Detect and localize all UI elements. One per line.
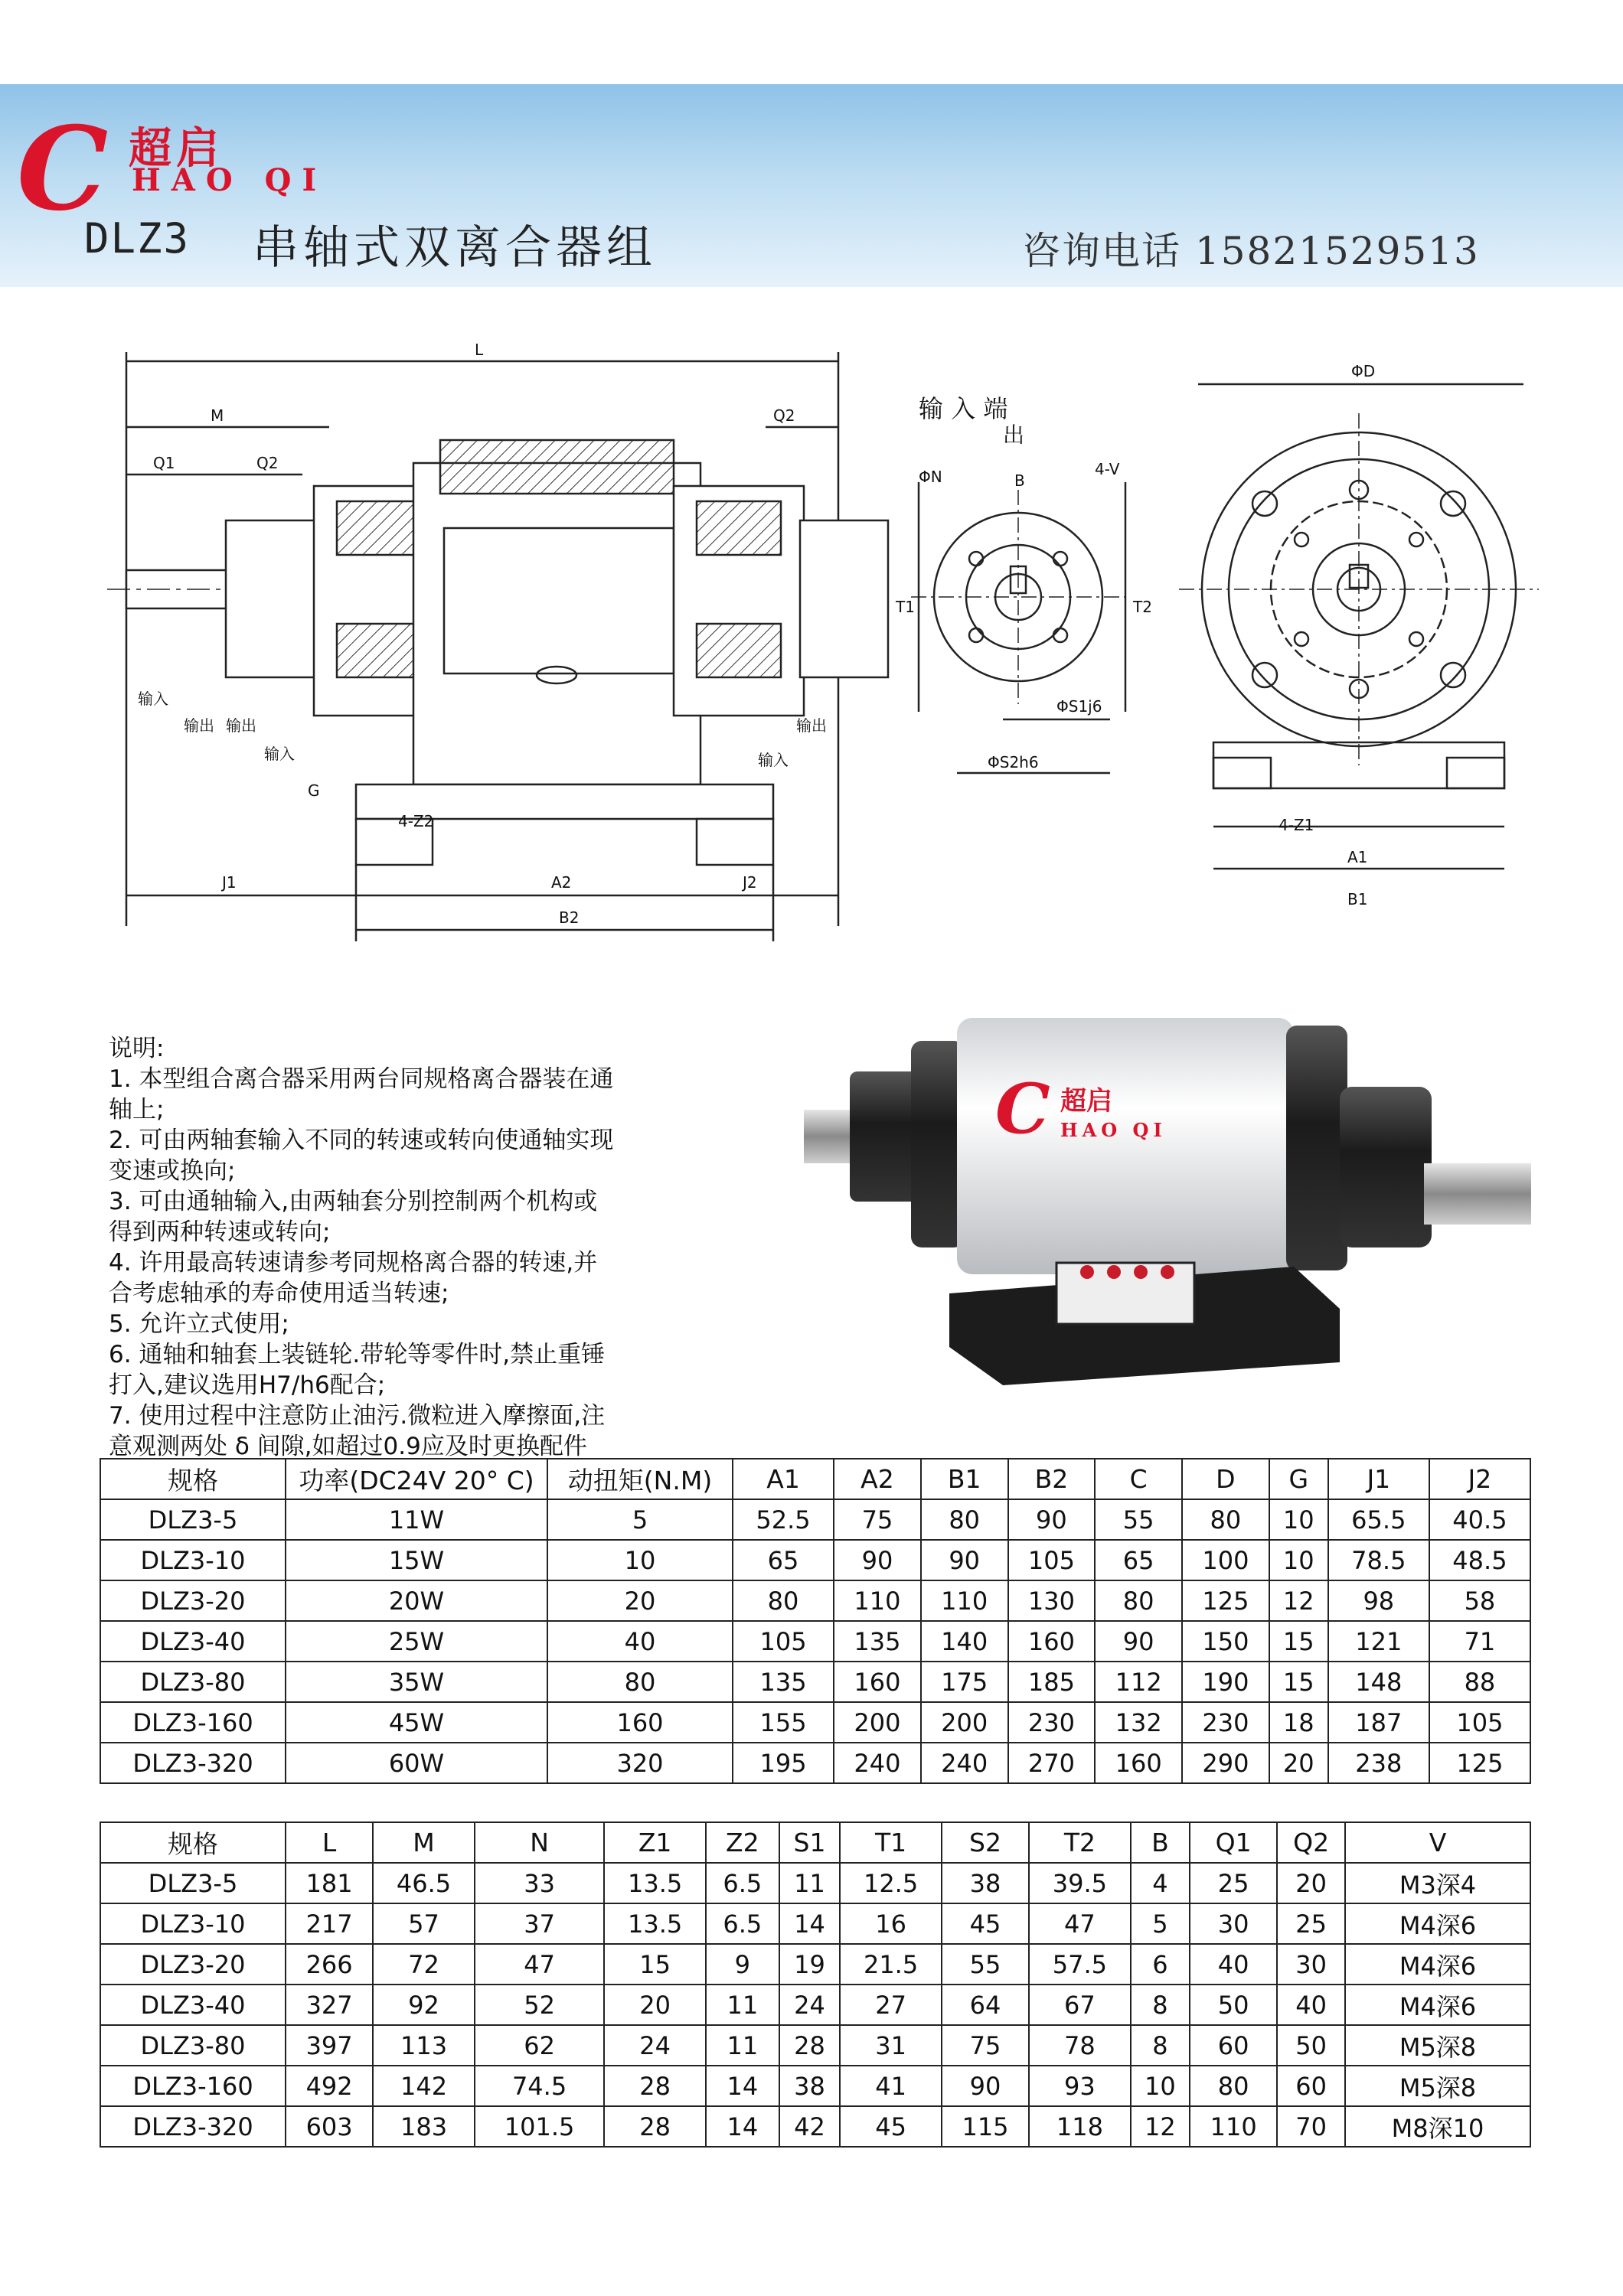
table-cell: 58 [1429,1580,1530,1621]
table-cell: 55 [1095,1499,1182,1540]
table-cell: 15W [286,1540,547,1580]
table-cell: 92 [373,1985,475,2025]
table-cell: 38 [942,1863,1029,1903]
table-cell: 105 [1008,1540,1096,1580]
table-row [100,1985,1530,2025]
table-cell: 240 [921,1743,1008,1783]
table-cell: 80 [1190,2066,1277,2106]
table-cell: 28 [779,2025,841,2066]
table-cell: 125 [1429,1743,1530,1783]
table-cell: 115 [942,2106,1029,2147]
table-cell: 28 [604,2106,706,2147]
table-cell: 230 [1008,1702,1096,1743]
table-cell: 90 [942,2066,1029,2106]
table-cell: 230 [1182,1702,1269,1743]
dim-label-Q2-right: Q2 [773,406,795,425]
header-cell: Z2 [706,1822,779,1863]
table-cell: 11 [706,1985,779,2025]
table-cell: 65 [1095,1540,1182,1580]
table-cell: DLZ3-160 [100,1702,286,1743]
table-cell: DLZ3-320 [100,1743,286,1783]
table-cell: 12 [1131,2106,1190,2147]
table-cell: 6 [1131,1944,1190,1985]
table-cell: 25 [1277,1903,1345,1944]
table-cell: 160 [547,1702,733,1743]
product-logo-english: HAO QI [1060,1119,1167,1141]
table-cell: 238 [1328,1743,1429,1783]
table-cell: 20 [1277,1863,1345,1903]
table-cell: 80 [921,1499,1008,1540]
table-cell: 20W [286,1580,547,1621]
table-cell: 40 [547,1621,733,1662]
table-cell: 11 [706,2025,779,2066]
front-view [107,352,888,941]
dim-label-B2: B2 [559,908,580,927]
table-row [100,2025,1530,2066]
table-cell: 41 [840,2066,942,2106]
table-cell: 110 [834,1580,921,1621]
table-cell: 160 [834,1662,921,1702]
table-row [100,1743,1530,1783]
table-cell: 217 [286,1903,373,1944]
table-cell: 52 [475,1985,604,2025]
product-logo-chinese: 超启 [1060,1086,1112,1117]
table-cell: 46.5 [373,1863,475,1903]
header-cell: Q1 [1190,1822,1277,1863]
table-cell: 266 [286,1944,373,1985]
table-cell: 290 [1182,1743,1269,1783]
header-cell: S2 [942,1822,1029,1863]
note-line: 合考虑轴承的寿命使用适当转速; [109,1280,449,1307]
table-cell: 98 [1328,1580,1429,1621]
table-cell: 93 [1029,2066,1131,2106]
io-label-4: 输入 [264,745,295,763]
note-line: 变速或换向; [109,1157,236,1185]
table-cell: 160 [1095,1743,1182,1783]
table-cell: 35W [286,1662,547,1702]
dim-label-Q2: Q2 [256,454,279,472]
table-cell: 12 [1269,1580,1328,1621]
dim-label-S1: ΦS1j6 [1056,697,1102,716]
table-cell: DLZ3-80 [100,1662,286,1702]
table-cell: 38 [779,2066,841,2106]
note-line: 3. 可由通轴输入,由两轴套分别控制两个机构或 [109,1188,598,1215]
table-cell: 183 [373,2106,475,2147]
table-cell: 80 [547,1662,733,1702]
table-cell: 18 [1269,1702,1328,1743]
table-cell: 74.5 [475,2066,604,2106]
table-cell: 65.5 [1328,1499,1429,1540]
table-cell: 270 [1008,1743,1096,1783]
note-line: 2. 可由两轴套输入不同的转速或转向使通轴实现 [109,1127,614,1154]
table-row [100,2106,1530,2147]
dim-label-S2: ΦS2h6 [988,753,1039,771]
table-cell: 14 [779,1903,841,1944]
table-cell: 125 [1182,1580,1269,1621]
table-cell: 8 [1131,2025,1190,2066]
product-photo [804,987,1531,1401]
table-cell: 112 [1095,1662,1182,1702]
table-cell: 57 [373,1903,475,1944]
table-cell: 140 [921,1621,1008,1662]
model-code: DLZ3 [84,214,191,263]
dim-label-T2: T2 [1133,598,1152,616]
side-view-title: 输 入 端 [919,394,1008,423]
table-cell: 50 [1277,2025,1345,2066]
header-cell: B2 [1008,1459,1096,1499]
header-cell: L [286,1822,373,1863]
table-cell: 60 [1190,2025,1277,2066]
table-cell: 80 [1182,1499,1269,1540]
table-cell: DLZ3-40 [100,1621,286,1662]
table-cell: 90 [921,1540,1008,1580]
table-cell: 6.5 [706,1863,779,1903]
table-cell: DLZ3-80 [100,2025,286,2066]
table-cell: 47 [475,1944,604,1985]
header-cell: S1 [779,1822,841,1863]
table-row [100,1944,1530,1985]
header-cell: C [1095,1459,1182,1499]
table-cell: 14 [706,2106,779,2147]
table-cell: 190 [1182,1662,1269,1702]
header-cell: Z1 [604,1822,706,1863]
io-label-3: 输出 [226,716,256,735]
table-cell: 15 [604,1944,706,1985]
end-view [1179,384,1539,869]
table-cell: 130 [1008,1580,1096,1621]
table-cell: 175 [921,1662,1008,1702]
table-cell: 24 [779,1985,841,2025]
table-cell: 118 [1029,2106,1131,2147]
product-logo-letter: C [995,1068,1050,1150]
table-cell: 110 [1190,2106,1277,2147]
note-line: 6. 通轴和轴套上装链轮.带轮等零件时,禁止重锤 [109,1341,606,1368]
table-row [100,1662,1530,1702]
note-line: 打入,建议选用H7/h6配合; [109,1371,386,1399]
table-cell: 37 [475,1903,604,1944]
table-cell: 42 [779,2106,841,2147]
table-row [100,2066,1530,2106]
table-cell: M4深6 [1345,1903,1530,1944]
header-cell: J2 [1429,1459,1530,1499]
io-label-5: 输入 [758,751,789,769]
table-cell: 9 [706,1944,779,1985]
table-cell: 60 [1277,2066,1345,2106]
table-cell: 603 [286,2106,373,2147]
table-cell: 90 [1095,1621,1182,1662]
io-label-6: 输出 [796,716,827,735]
table-cell: 19 [779,1944,841,1985]
table-cell: 30 [1277,1944,1345,1985]
dim-label-N: ΦN [919,468,942,486]
table-cell: 327 [286,1985,373,2025]
table-cell: 113 [373,2025,475,2066]
dim-label-G: G [308,781,320,800]
table-cell: 45 [942,1903,1029,1944]
table-cell: 105 [1429,1702,1530,1743]
io-label-1: 输入 [138,690,168,708]
model-name: 串轴式双离合器组 [253,221,657,275]
table-cell: M8深10 [1345,2106,1530,2147]
table-cell: 27 [840,1985,942,2025]
table-cell: 187 [1328,1702,1429,1743]
table-cell: 20 [604,1985,706,2025]
table-cell: 13.5 [604,1903,706,1944]
table-cell: 160 [1008,1621,1096,1662]
dim-label-4-Z1: 4-Z1 [1278,816,1314,834]
table-cell: 20 [1269,1743,1328,1783]
header-cell: T1 [840,1822,942,1863]
dim-label-4-V: 4-V [1095,460,1120,478]
table-cell: 101.5 [475,2106,604,2147]
dim-label-L: L [475,341,484,359]
header-cell: 规格 [100,1459,286,1499]
header-cell: B [1131,1822,1190,1863]
note-line: 轴上; [109,1096,165,1124]
table-row [100,1903,1530,1944]
logo-english: HAO QI [132,162,328,198]
table-cell: 397 [286,2025,373,2066]
table-cell: DLZ3-10 [100,1903,286,1944]
table-cell: DLZ3-10 [100,1540,286,1580]
table-cell: 57.5 [1029,1944,1131,1985]
table-cell: 105 [733,1621,834,1662]
table-cell: 121 [1328,1621,1429,1662]
header-cell: V [1345,1822,1530,1863]
dim-label-B1: B1 [1347,890,1368,908]
dim-label-J2: J2 [743,873,757,892]
table-cell: 52.5 [733,1499,834,1540]
table-cell: 100 [1182,1540,1269,1580]
table-cell: 195 [733,1743,834,1783]
table-cell: 39.5 [1029,1863,1131,1903]
table-cell: 80 [733,1580,834,1621]
note-line: 7. 使用过程中注意防止油污.微粒进入摩擦面,注 [109,1402,606,1430]
table-cell: 132 [1095,1702,1182,1743]
table-cell: 200 [921,1702,1008,1743]
table-cell: 78 [1029,2025,1131,2066]
table-cell: 88 [1429,1662,1530,1702]
header-cell: Q2 [1277,1822,1345,1863]
table-row [100,1702,1530,1743]
table-cell: 11 [779,1863,841,1903]
note-line: 1. 本型组合离合器采用两台同规格离合器装在通 [109,1065,614,1093]
table-cell: 110 [921,1580,1008,1621]
table-cell: 492 [286,2066,373,2106]
table-cell: 60W [286,1743,547,1783]
table-cell: 320 [547,1743,733,1783]
notes [109,1033,721,1462]
table-cell: 31 [840,2025,942,2066]
table-cell: DLZ3-40 [100,1985,286,2025]
dim-label-M: M [211,406,224,425]
table-cell: 90 [834,1540,921,1580]
note-line: 得到两种转速或转向; [109,1218,331,1246]
table-cell: 40 [1190,1944,1277,1985]
dim-label-B: B [1014,471,1025,490]
table-cell: 90 [1008,1499,1096,1540]
dim-label-A1: A1 [1347,848,1368,866]
table-cell: 30 [1190,1903,1277,1944]
table-header-row [100,1822,1530,1863]
table-cell: 5 [547,1499,733,1540]
table-cell: M3深4 [1345,1863,1530,1903]
table-header-row [100,1459,1530,1499]
table-cell: M5深8 [1345,2025,1530,2066]
table-cell: 148 [1328,1662,1429,1702]
table-row [100,1863,1530,1903]
table-cell: 78.5 [1328,1540,1429,1580]
note-line: 意观测两处 δ 间隙,如超过0.9应及时更换配件 [109,1433,587,1460]
table-cell: 45 [840,2106,942,2147]
table-cell: 67 [1029,1985,1131,2025]
table-cell: 25 [1190,1863,1277,1903]
table-cell: 40.5 [1429,1499,1530,1540]
table-cell: 28 [604,2066,706,2106]
table-cell: DLZ3-160 [100,2066,286,2106]
table-cell: DLZ3-5 [100,1863,286,1903]
table-cell: 15 [1269,1662,1328,1702]
note-line: 5. 允许立式使用; [109,1310,289,1338]
note-line: 4. 许用最高转速请参考同规格离合器的转速,并 [109,1249,598,1277]
technical-drawing [107,329,1546,957]
side-view [911,482,1125,773]
table-cell: 45W [286,1702,547,1743]
header-cell: N [475,1822,604,1863]
table-cell: 33 [475,1863,604,1903]
table-cell: 142 [373,2066,475,2106]
table-cell: 13.5 [604,1863,706,1903]
dim-label-A2: A2 [551,873,572,892]
table-cell: DLZ3-20 [100,1580,286,1621]
logo-chinese: 超启 [129,123,224,174]
table-cell: 75 [942,2025,1029,2066]
header-cell: D [1182,1459,1269,1499]
dim-label-Q1: Q1 [153,454,175,472]
table-cell: 10 [1269,1499,1328,1540]
table-cell: 80 [1095,1580,1182,1621]
header-cell: 动扭矩(N.M) [547,1459,733,1499]
table-cell: 15 [1269,1621,1328,1662]
table-cell: M5深8 [1345,2066,1530,2106]
io-label-2: 输出 [184,716,214,735]
table-cell: M4深6 [1345,1944,1530,1985]
logo-letter: C [17,102,109,236]
table-cell: 11W [286,1499,547,1540]
table-cell: M4深6 [1345,1985,1530,2025]
table-cell: 21.5 [840,1944,942,1985]
table-row [100,1499,1530,1540]
table-cell: 14 [706,2066,779,2106]
table-cell: 181 [286,1863,373,1903]
table-cell: 240 [834,1743,921,1783]
spec-table-2 [100,1821,1531,2148]
table-cell: 155 [733,1702,834,1743]
table-row [100,1621,1530,1662]
table-cell: 75 [834,1499,921,1540]
table-cell: 25W [286,1621,547,1662]
table-cell: 70 [1277,2106,1345,2147]
header-cell: G [1269,1459,1328,1499]
dim-label-J1: J1 [222,873,237,892]
phone-number: 咨询电话 15821529513 [1022,229,1480,273]
table-cell: 71 [1429,1621,1530,1662]
table-cell: 55 [942,1944,1029,1985]
table-cell: 20 [547,1580,733,1621]
table-cell: 50 [1190,1985,1277,2025]
table-cell: 185 [1008,1662,1096,1702]
table-cell: 200 [834,1702,921,1743]
header-cell: B1 [921,1459,1008,1499]
table-cell: DLZ3-5 [100,1499,286,1540]
table-cell: 47 [1029,1903,1131,1944]
table-cell: DLZ3-320 [100,2106,286,2147]
table-cell: 4 [1131,1863,1190,1903]
table-row [100,1580,1530,1621]
table-cell: 48.5 [1429,1540,1530,1580]
header-cell: A1 [733,1459,834,1499]
dim-label-D: ΦD [1351,362,1376,380]
table-cell: 64 [942,1985,1029,2025]
table-row [100,1540,1530,1580]
header-cell: 功率(DC24V 20° C) [286,1459,547,1499]
header-cell: A2 [834,1459,921,1499]
table-cell: 10 [1269,1540,1328,1580]
notes-title: 说明: [109,1035,165,1062]
header-cell: T2 [1029,1822,1131,1863]
table-cell: 135 [834,1621,921,1662]
table-cell: 24 [604,2025,706,2066]
table-cell: 5 [1131,1903,1190,1944]
table-cell: 150 [1182,1621,1269,1662]
table-cell: 72 [373,1944,475,1985]
spec-table-1 [100,1458,1531,1784]
dim-label-T1: T1 [896,598,915,616]
table-cell: 12.5 [840,1863,942,1903]
header-cell: M [373,1822,475,1863]
table-cell: DLZ3-20 [100,1944,286,1985]
dim-label-4-Z2: 4-Z2 [398,812,434,830]
table-cell: 8 [1131,1985,1190,2025]
side-view-sub: 出 [1003,422,1025,448]
table-cell: 10 [1131,2066,1190,2106]
table-cell: 135 [733,1662,834,1702]
table-cell: 16 [840,1903,942,1944]
header-cell: 规格 [100,1822,286,1863]
table-cell: 62 [475,2025,604,2066]
table-cell: 6.5 [706,1903,779,1944]
table-cell: 65 [733,1540,834,1580]
header-cell: J1 [1328,1459,1429,1499]
table-cell: 40 [1277,1985,1345,2025]
table-cell: 10 [547,1540,733,1580]
